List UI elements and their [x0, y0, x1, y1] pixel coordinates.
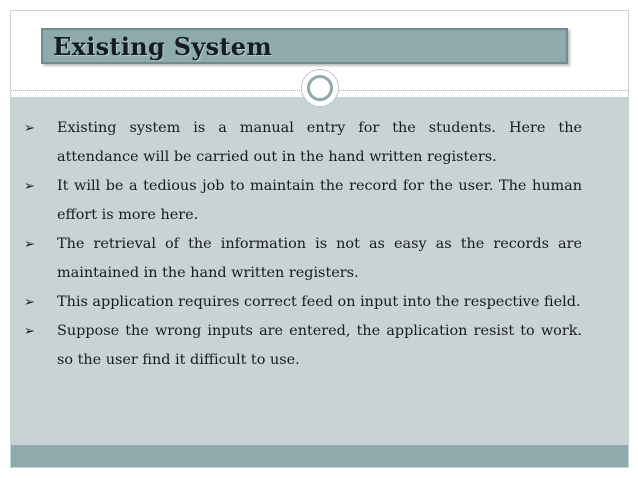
bullet-text: Existing system is a manual entry for the students. Here the attendance will be carried out in the hand written registers.	[57, 120, 582, 165]
bullet-text: The retrieval of the information is not as easy as the records are maintained in the hand written registers.	[57, 236, 582, 281]
bullet-text: This application requires correct feed on input into the respective field.	[57, 294, 581, 310]
list-item	[16, 172, 582, 230]
list-item	[16, 317, 582, 375]
list-item	[16, 114, 582, 172]
bullet-text: It will be a tedious job to maintain the record for the user. The human effort is more here.	[57, 178, 582, 223]
footer-bar	[11, 445, 628, 467]
bullet-text: Suppose the wrong inputs are entered, the application resist to work. so the user find it difficult to use.	[57, 323, 582, 368]
title-bar	[41, 28, 568, 64]
arrow-bullet-icon: ➢	[24, 324, 35, 339]
arrow-bullet-icon: ➢	[24, 121, 35, 136]
bullet-list	[16, 114, 582, 375]
slide-title: Existing System	[53, 32, 273, 61]
arrow-bullet-icon: ➢	[24, 295, 35, 310]
arrow-bullet-icon: ➢	[24, 179, 35, 194]
list-item	[16, 230, 582, 288]
arrow-bullet-icon: ➢	[24, 237, 35, 252]
circle-ornament-icon	[301, 69, 339, 107]
list-item	[16, 288, 582, 317]
